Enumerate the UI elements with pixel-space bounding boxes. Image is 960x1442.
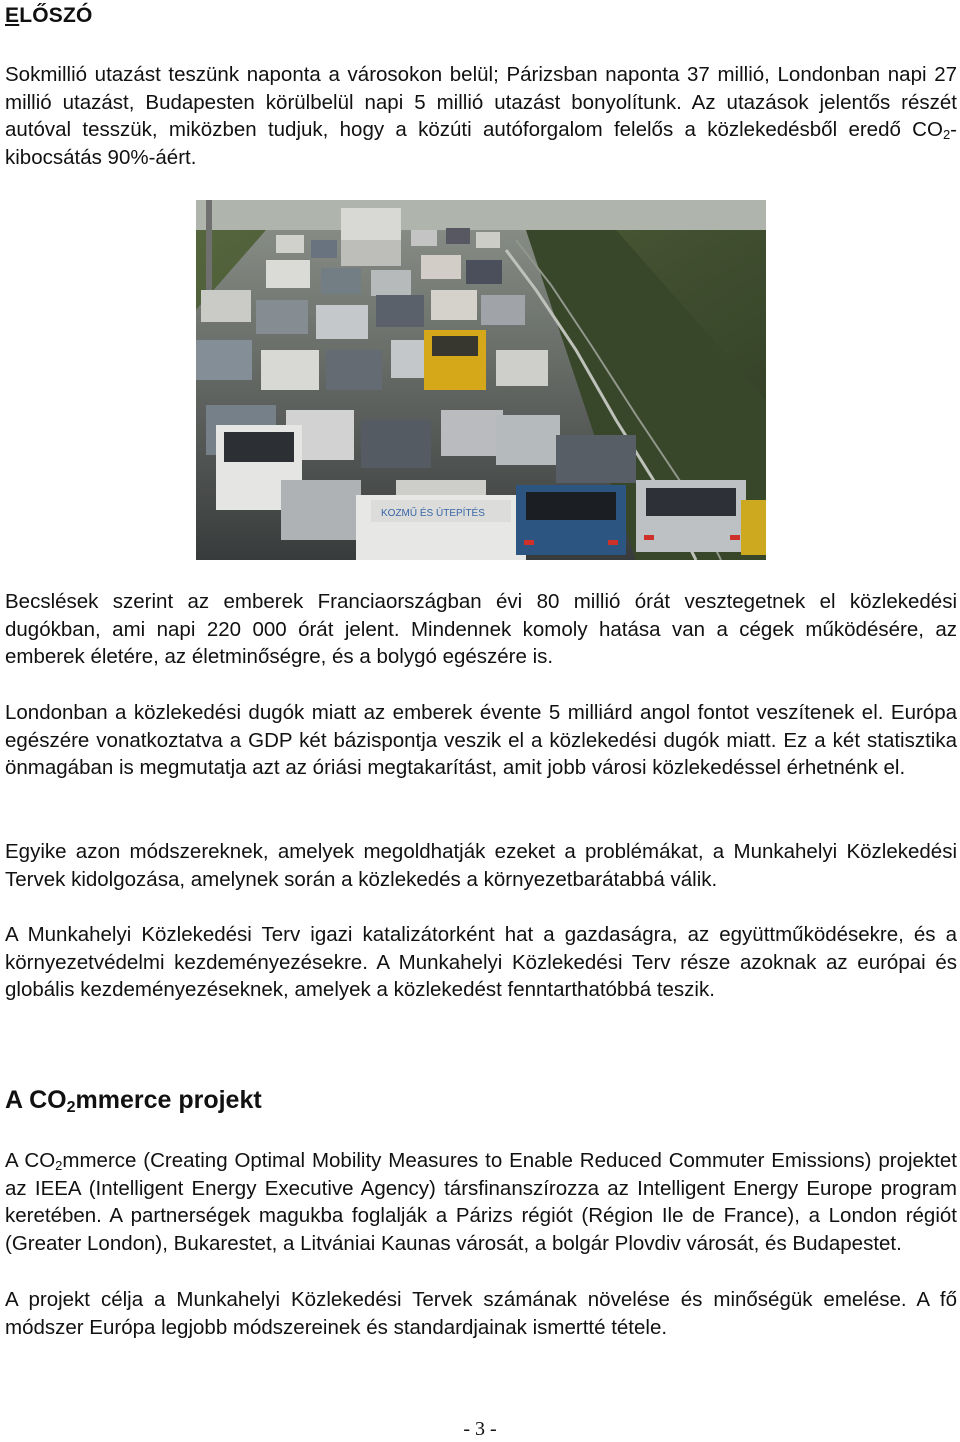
paragraph-4: Egyike azon módszereknek, amelyek megoldhatják ezeket a problémákat, a Munkahelyi Közlekedési Tervek kidolgozása, amelynek során a közlekedés a környezetbarátabbá válik. [5,840,957,891]
section-title [5,4,93,28]
project-paragraph-2: A projekt célja a Munkahelyi Közlekedési Tervek számának növelése és minőségük emelése. A fő módszer Európa legjobb módszereinek és standardjainak ismertté tétele. [5,1288,957,1339]
project-title-start: A CO [5,1086,67,1114]
project-p1-subscript: 2 [55,1158,63,1173]
project-title-subscript: 2 [66,1099,76,1116]
project-p1-start: A CO [5,1149,56,1172]
paragraph-5: A Munkahelyi Közlekedési Terv igazi katalizátorként hat a gazdaságra, az együttműködésekre, és a környezetvédelmi kezdeményezésekre. A Munkahelyi Közlekedési Terv része azoknak az európai és globális kezdeményezéseknek, amelyek a közlekedést fenntarthatóbbá teszik. [5,923,957,1001]
paragraph-3: Londonban a közlekedési dugók miatt az emberek évente 5 milliárd angol fontot veszítenek el. Európa egészére vonatkoztatva a GDP két bázispontja veszik el a közlekedési dugók miatt. Ez a két statisztika önmagában is megmutatja azt az óriási megtakarítást, amit jobb városi közlekedéssel érhetnénk el. [5,701,957,779]
co2-subscript: 2 [942,127,951,142]
project-paragraph-1 [5,1147,957,1257]
intro-paragraph [5,61,957,171]
van-label: KOZMŰ ÉS ÚTEPÍTÉS [381,508,485,519]
traffic-jam-illustration [196,200,766,560]
title-rest: LŐSZÓ [19,4,93,27]
traffic-jam-photo [196,200,766,560]
project-p1-rest: mmerce (Creating Optimal Mobility Measures to Enable Reduced Commuter Emissions) projektet az IEEA (Intelligent Energy Executive Agency) társfinanszírozza az Intelligent Energy Europe program keretében. A partnerségek magukba foglalják a Párizs régiót (Région Ile de France), a London régiót (Greater London), Bukarestet, a Litvániai Kaunas városát, a bolgár Plovdiv városát, és Budapestet. [5,1149,957,1255]
project-title [5,1086,262,1115]
project-title-end: mmerce projekt [75,1086,262,1114]
intro-text: Sokmillió utazást teszünk naponta a városokon belül; Párizsban naponta 37 millió, Londonban napi 27 millió utazást, Budapesten körülbelül napi 5 millió utazást bonyolítunk. Az utazások jelentős részét autóval tesszük, miközben tudjuk, hogy a közúti autóforgalom felelős a közlekedésből eredő CO [5,63,957,141]
title-first-letter: E [5,4,20,27]
paragraph-2: Becslések szerint az emberek Franciaországban évi 80 millió órát vesztegetnek el közlekedési dugókban, ami napi 220 000 órát jelent. Mindennek komoly hatása van a cégek működésére, az emberek életére, az életminőségre, és a bolygó egészére is. [5,590,957,668]
page-number: - 3 - [463,1418,497,1440]
intro-text-end: -kibocsátás 90%-áért. [5,118,957,169]
